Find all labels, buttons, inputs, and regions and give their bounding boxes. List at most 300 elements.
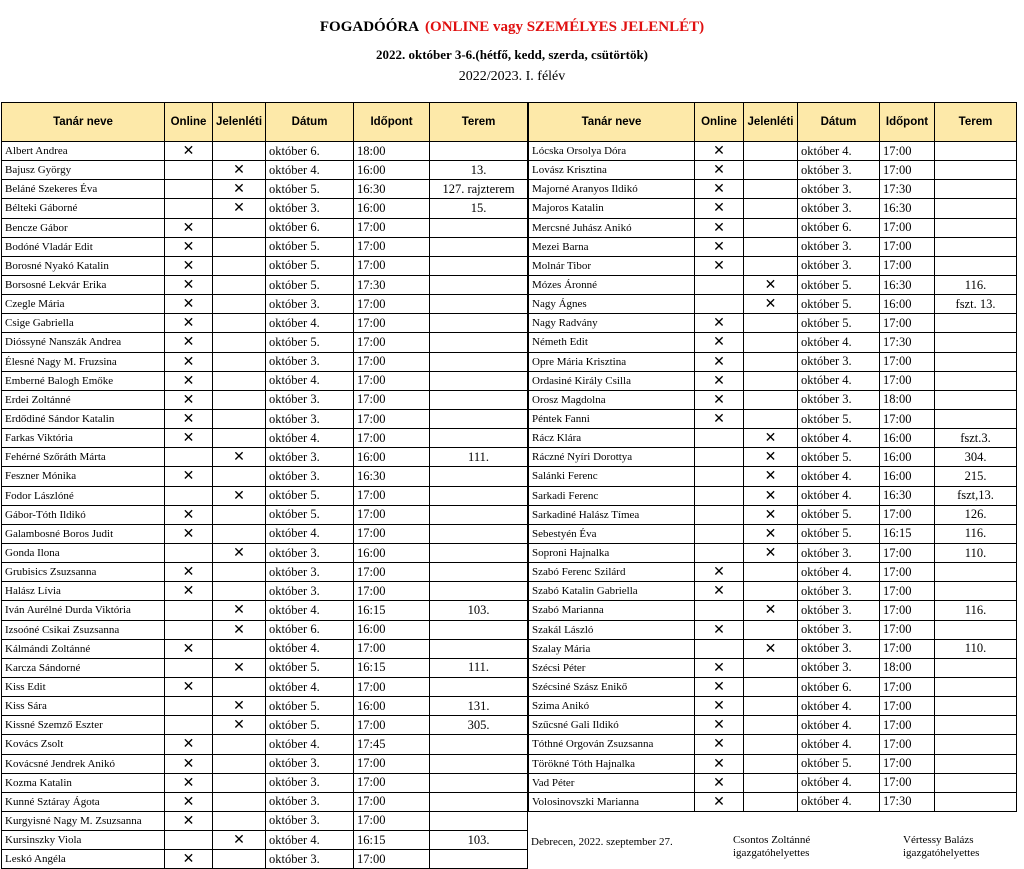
inperson-mark-cell [744, 142, 798, 161]
table-row [2, 601, 528, 620]
time-cell: 17:30 [354, 275, 430, 294]
date-cell: október 3. [798, 582, 880, 601]
teacher-name-cell: Mózes Áronné [529, 275, 695, 294]
online-mark-cell [695, 658, 744, 677]
x-mark-icon: ✕ [713, 793, 725, 810]
online-mark-cell [695, 314, 744, 333]
table-row [2, 735, 528, 754]
inperson-mark-cell [213, 275, 266, 294]
room-cell: 305. [430, 716, 528, 735]
online-mark-cell [165, 218, 213, 237]
date-cell: október 3. [798, 256, 880, 275]
online-mark-cell [165, 295, 213, 314]
table-row [2, 448, 528, 467]
inperson-mark-cell [744, 390, 798, 409]
teacher-name-cell: Halász Lívia [2, 582, 165, 601]
room-cell [935, 735, 1017, 754]
time-cell: 16:00 [354, 543, 430, 562]
inperson-mark-cell [744, 275, 798, 294]
teacher-name-cell: Salánki Ferenc [529, 467, 695, 486]
page-title [0, 19, 1024, 36]
room-cell: fszt,13. [935, 486, 1017, 505]
table-row [529, 505, 1017, 524]
room-cell [935, 142, 1017, 161]
table-row [529, 582, 1017, 601]
time-cell: 17:30 [880, 333, 935, 352]
date-cell: október 4. [798, 792, 880, 811]
x-mark-icon: ✕ [182, 583, 195, 600]
room-cell [430, 218, 528, 237]
teacher-name-cell: Kálmándi Zoltánné [2, 639, 165, 658]
room-cell [935, 563, 1017, 582]
table-row [2, 524, 528, 543]
time-cell: 17:30 [880, 180, 935, 199]
teacher-name-cell: Soproni Hajnalka [529, 543, 695, 562]
room-cell: 215. [935, 467, 1017, 486]
room-cell [430, 237, 528, 256]
inperson-mark-cell [744, 505, 798, 524]
date-cell: október 6. [798, 218, 880, 237]
teacher-name-cell: Rácz Klára [529, 429, 695, 448]
table-row [2, 831, 528, 850]
date-cell: október 3. [266, 754, 354, 773]
teacher-name-cell: Élesné Nagy M. Fruzsina [2, 352, 165, 371]
table-row [2, 850, 528, 869]
table-row [529, 563, 1017, 582]
time-cell: 17:00 [354, 505, 430, 524]
room-cell [430, 543, 528, 562]
online-mark-cell [165, 199, 213, 218]
date-cell: október 4. [266, 677, 354, 696]
table-row [529, 256, 1017, 275]
teacher-name-cell: Volosinovszki Marianna [529, 792, 695, 811]
table-row [529, 735, 1017, 754]
x-mark-icon: ✕ [713, 238, 725, 255]
inperson-mark-cell [744, 563, 798, 582]
table-row [2, 218, 528, 237]
table-row [529, 409, 1017, 428]
date-cell: október 3. [798, 620, 880, 639]
online-mark-cell [165, 639, 213, 658]
table-row [2, 409, 528, 428]
inperson-mark-cell [213, 142, 266, 161]
teacher-name-cell: Csige Gabriella [2, 314, 165, 333]
subtitle-term: 2022/2023. I. félév [458, 69, 566, 84]
time-cell: 16:30 [354, 180, 430, 199]
online-mark-cell [165, 333, 213, 352]
room-cell: 126. [935, 505, 1017, 524]
online-mark-cell [695, 792, 744, 811]
inperson-mark-cell [744, 486, 798, 505]
x-mark-icon: ✕ [233, 181, 245, 198]
table-row [2, 792, 528, 811]
room-cell [935, 352, 1017, 371]
inperson-mark-cell [213, 218, 266, 237]
teacher-name-cell: Kunné Sztáray Ágota [2, 792, 165, 811]
date-cell: október 3. [798, 639, 880, 658]
inperson-mark-cell [213, 677, 266, 696]
online-mark-cell [165, 831, 213, 850]
date-cell: október 4. [798, 333, 880, 352]
online-mark-cell [695, 563, 744, 582]
date-cell: október 4. [798, 486, 880, 505]
x-mark-icon: ✕ [182, 391, 195, 408]
x-mark-icon: ✕ [713, 257, 725, 274]
inperson-mark-cell [213, 429, 266, 448]
online-mark-cell [695, 486, 744, 505]
inperson-mark-cell [744, 180, 798, 199]
subtitle-dates: 2022. október 3-6.(hétfő, kedd, szerda, csütörtök) [375, 47, 649, 62]
x-mark-icon: ✕ [182, 257, 195, 274]
room-cell [430, 142, 528, 161]
time-cell: 17:00 [880, 754, 935, 773]
time-cell: 17:00 [354, 256, 430, 275]
x-mark-icon: ✕ [182, 525, 195, 542]
x-mark-icon: ✕ [713, 391, 725, 408]
date-cell: október 4. [266, 524, 354, 543]
inperson-mark-cell [744, 352, 798, 371]
time-cell: 17:00 [880, 314, 935, 333]
teacher-name-cell: Molnár Tibor [529, 256, 695, 275]
x-mark-icon: ✕ [233, 659, 245, 676]
x-mark-icon: ✕ [182, 372, 195, 389]
inperson-mark-cell [213, 658, 266, 677]
room-cell [430, 352, 528, 371]
footer-signature-1 [733, 834, 810, 860]
online-mark-cell [165, 409, 213, 428]
room-cell [430, 620, 528, 639]
inperson-mark-cell [213, 639, 266, 658]
date-cell: október 4. [798, 716, 880, 735]
time-cell: 17:00 [354, 582, 430, 601]
inperson-mark-cell [213, 237, 266, 256]
room-cell: 116. [935, 524, 1017, 543]
inperson-mark-cell [744, 295, 798, 314]
col-header-date: Dátum [266, 103, 354, 142]
table-row [2, 811, 528, 830]
table-row [529, 467, 1017, 486]
online-mark-cell [165, 390, 213, 409]
date-cell: október 5. [266, 697, 354, 716]
room-cell [935, 371, 1017, 390]
date-cell: október 5. [266, 486, 354, 505]
date-cell: október 4. [798, 735, 880, 754]
online-mark-cell [695, 620, 744, 639]
date-cell: október 6. [266, 142, 354, 161]
x-mark-icon: ✕ [764, 602, 777, 619]
table-row [529, 524, 1017, 543]
online-mark-cell [695, 390, 744, 409]
time-cell: 17:00 [354, 677, 430, 696]
table-row [2, 371, 528, 390]
x-mark-icon: ✕ [713, 621, 725, 638]
x-mark-icon: ✕ [182, 219, 195, 236]
table-row [2, 486, 528, 505]
table-row [529, 639, 1017, 658]
teacher-name-cell: Sarkadi Ferenc [529, 486, 695, 505]
teacher-name-cell: Törökné Tóth Hajnalka [529, 754, 695, 773]
x-mark-icon: ✕ [713, 659, 725, 676]
room-cell: 13. [430, 161, 528, 180]
room-cell [430, 524, 528, 543]
table-row [529, 142, 1017, 161]
x-mark-icon: ✕ [764, 277, 777, 294]
time-cell: 17:00 [354, 754, 430, 773]
online-mark-cell [165, 792, 213, 811]
time-cell: 17:00 [354, 314, 430, 333]
date-cell: október 3. [798, 199, 880, 218]
inperson-mark-cell [744, 677, 798, 696]
date-cell: október 5. [798, 409, 880, 428]
time-cell: 17:00 [354, 850, 430, 869]
online-mark-cell [165, 275, 213, 294]
x-mark-icon: ✕ [764, 506, 777, 523]
inperson-mark-cell [744, 429, 798, 448]
teacher-name-cell: Mezei Barna [529, 237, 695, 256]
time-cell: 16:00 [880, 429, 935, 448]
room-cell [430, 295, 528, 314]
date-cell: október 5. [798, 754, 880, 773]
inperson-mark-cell [744, 639, 798, 658]
room-cell: 304. [935, 448, 1017, 467]
teacher-name-cell: Beláné Szekeres Éva [2, 180, 165, 199]
signature-name: Vértessy Balázs [903, 834, 974, 846]
date-cell: október 6. [266, 620, 354, 639]
col-header-room: Terem [430, 103, 528, 142]
inperson-mark-cell [744, 237, 798, 256]
date-cell: október 5. [266, 505, 354, 524]
inperson-mark-cell [744, 601, 798, 620]
room-cell: 110. [935, 639, 1017, 658]
online-mark-cell [695, 754, 744, 773]
col-header-online: Online [165, 103, 213, 142]
teacher-name-cell: Bencze Gábor [2, 218, 165, 237]
online-mark-cell [165, 467, 213, 486]
online-mark-cell [165, 429, 213, 448]
room-cell: 116. [935, 601, 1017, 620]
room-cell: fszt.3. [935, 429, 1017, 448]
time-cell: 17:30 [880, 792, 935, 811]
x-mark-icon: ✕ [182, 334, 195, 351]
inperson-mark-cell [213, 256, 266, 275]
online-mark-cell [695, 735, 744, 754]
x-mark-icon: ✕ [182, 851, 195, 868]
time-cell: 17:00 [880, 735, 935, 754]
online-mark-cell [695, 256, 744, 275]
room-cell [935, 161, 1017, 180]
x-mark-icon: ✕ [764, 449, 777, 466]
date-cell: október 4. [266, 601, 354, 620]
inperson-mark-cell [744, 199, 798, 218]
teacher-name-cell: Leskó Angéla [2, 850, 165, 869]
x-mark-icon: ✕ [713, 583, 725, 600]
online-mark-cell [165, 237, 213, 256]
time-cell: 17:00 [354, 371, 430, 390]
online-mark-cell [165, 716, 213, 735]
title-main: FOGADÓÓRA [319, 19, 420, 35]
date-cell: október 3. [266, 850, 354, 869]
table-row [2, 505, 528, 524]
date-cell: október 3. [266, 543, 354, 562]
x-mark-icon: ✕ [182, 640, 195, 657]
time-cell: 16:00 [354, 620, 430, 639]
time-cell: 17:00 [880, 697, 935, 716]
time-cell: 16:00 [354, 161, 430, 180]
time-cell: 17:00 [354, 716, 430, 735]
room-cell [430, 256, 528, 275]
room-cell [935, 677, 1017, 696]
table-row [2, 754, 528, 773]
table-row [2, 563, 528, 582]
date-cell: október 4. [266, 314, 354, 333]
x-mark-icon: ✕ [764, 430, 777, 447]
time-cell: 17:00 [880, 256, 935, 275]
teacher-name-cell: Kissné Szemző Eszter [2, 716, 165, 735]
date-cell: október 5. [266, 716, 354, 735]
date-cell: október 5. [798, 314, 880, 333]
date-cell: október 4. [266, 371, 354, 390]
inperson-mark-cell [213, 697, 266, 716]
online-mark-cell [695, 773, 744, 792]
x-mark-icon: ✕ [182, 774, 195, 791]
time-cell: 16:15 [354, 658, 430, 677]
date-cell: október 4. [266, 161, 354, 180]
x-mark-icon: ✕ [713, 736, 725, 753]
time-cell: 16:30 [880, 199, 935, 218]
inperson-mark-cell [744, 735, 798, 754]
x-mark-icon: ✕ [713, 679, 725, 695]
online-mark-cell [695, 295, 744, 314]
teacher-name-cell: Szécsi Péter [529, 658, 695, 677]
date-cell: október 6. [266, 218, 354, 237]
teacher-name-cell: Farkas Viktória [2, 429, 165, 448]
online-mark-cell [695, 161, 744, 180]
online-mark-cell [695, 524, 744, 543]
online-mark-cell [165, 563, 213, 582]
room-cell [935, 314, 1017, 333]
teacher-name-cell: Kurgyisné Nagy M. Zsuzsanna [2, 811, 165, 830]
room-cell [935, 390, 1017, 409]
x-mark-icon: ✕ [764, 640, 777, 657]
x-mark-icon: ✕ [233, 545, 245, 562]
room-cell: 116. [935, 275, 1017, 294]
inperson-mark-cell [213, 850, 266, 869]
table-row [529, 295, 1017, 314]
date-cell: október 5. [266, 275, 354, 294]
x-mark-icon: ✕ [713, 717, 725, 734]
online-mark-cell [165, 448, 213, 467]
inperson-mark-cell [213, 390, 266, 409]
table-row [529, 333, 1017, 352]
room-cell: 15. [430, 199, 528, 218]
room-cell: 111. [430, 658, 528, 677]
time-cell: 17:00 [354, 429, 430, 448]
date-cell: október 3. [266, 199, 354, 218]
date-cell: október 4. [266, 735, 354, 754]
room-cell [430, 505, 528, 524]
room-cell [430, 314, 528, 333]
teacher-name-cell: Bodóné Vladár Edit [2, 237, 165, 256]
room-cell: 103. [430, 831, 528, 850]
table-row [2, 237, 528, 256]
inperson-mark-cell [744, 620, 798, 639]
time-cell: 17:00 [354, 390, 430, 409]
x-mark-icon: ✕ [713, 200, 725, 217]
teacher-name-cell: Kursinszky Viola [2, 831, 165, 850]
date-cell: október 4. [798, 371, 880, 390]
col-header-room: Terem [935, 103, 1017, 142]
x-mark-icon: ✕ [182, 679, 195, 695]
date-cell: október 3. [266, 409, 354, 428]
teacher-name-cell: Tóthné Orgován Zsuzsanna [529, 735, 695, 754]
teacher-name-cell: Szabó Ferenc Szilárd [529, 563, 695, 582]
table-row [2, 677, 528, 696]
room-cell [935, 218, 1017, 237]
time-cell: 17:00 [354, 295, 430, 314]
date-cell: október 5. [266, 180, 354, 199]
room-cell [935, 409, 1017, 428]
teacher-name-cell: Szabó Marianna [529, 601, 695, 620]
inperson-mark-cell [744, 218, 798, 237]
room-cell [430, 811, 528, 830]
x-mark-icon: ✕ [182, 238, 195, 255]
teacher-name-cell: Kiss Edit [2, 677, 165, 696]
inperson-mark-cell [213, 505, 266, 524]
room-cell [935, 256, 1017, 275]
teacher-name-cell: Nagy Radvány [529, 314, 695, 333]
table-row [2, 199, 528, 218]
teacher-name-cell: Fehérné Szőráth Márta [2, 448, 165, 467]
inperson-mark-cell [213, 352, 266, 371]
date-cell: október 5. [798, 524, 880, 543]
date-cell: október 4. [798, 563, 880, 582]
online-mark-cell [165, 161, 213, 180]
table-row [529, 792, 1017, 811]
inperson-mark-cell [213, 314, 266, 333]
time-cell: 17:00 [880, 620, 935, 639]
x-mark-icon: ✕ [182, 430, 195, 447]
inperson-mark-cell [213, 735, 266, 754]
teacher-name-cell: Kovács Zsolt [2, 735, 165, 754]
online-mark-cell [695, 677, 744, 696]
room-cell [430, 677, 528, 696]
teacher-name-cell: Lovász Krisztina [529, 161, 695, 180]
online-mark-cell [695, 142, 744, 161]
online-mark-cell [165, 601, 213, 620]
teacher-name-cell: Mercsné Juhász Anikó [529, 218, 695, 237]
inperson-mark-cell [744, 543, 798, 562]
inperson-mark-cell [744, 773, 798, 792]
table-row [529, 677, 1017, 696]
x-mark-icon: ✕ [182, 506, 195, 523]
teacher-name-cell: Fodor Lászlóné [2, 486, 165, 505]
col-header-online: Online [695, 103, 744, 142]
x-mark-icon: ✕ [713, 564, 725, 581]
date-cell: október 3. [266, 352, 354, 371]
teacher-name-cell: Opre Mária Krisztina [529, 352, 695, 371]
x-mark-icon: ✕ [713, 353, 725, 370]
x-mark-icon: ✕ [182, 564, 195, 581]
table-row [2, 716, 528, 735]
online-mark-cell [165, 677, 213, 696]
x-mark-icon: ✕ [713, 219, 725, 236]
room-cell [935, 333, 1017, 352]
teacher-name-cell: Emberné Balogh Emőke [2, 371, 165, 390]
online-mark-cell [695, 716, 744, 735]
online-mark-cell [695, 639, 744, 658]
table-row [2, 620, 528, 639]
x-mark-icon: ✕ [764, 525, 777, 542]
